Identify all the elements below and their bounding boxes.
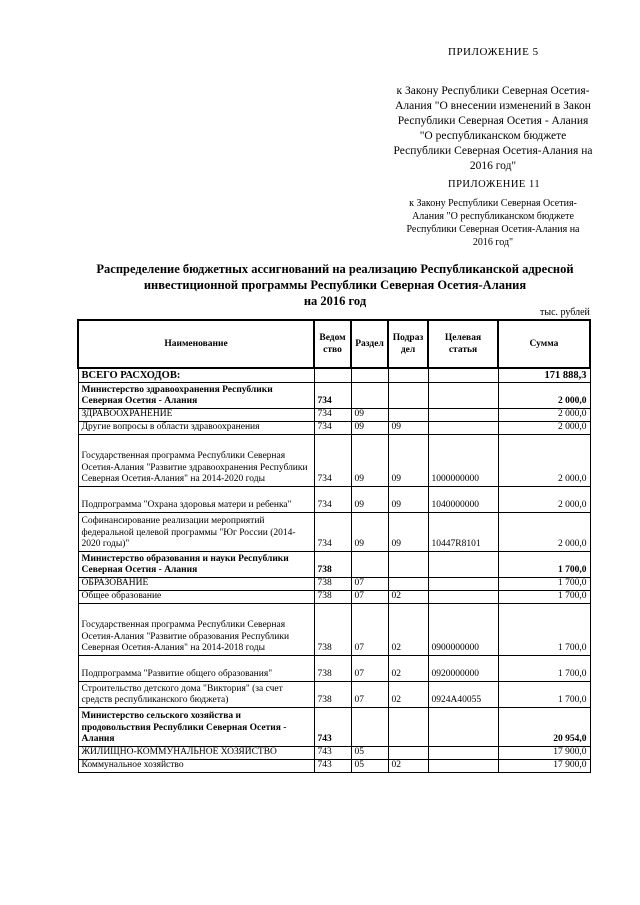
table-row (78, 486, 590, 512)
cell-section: 07 (351, 590, 388, 603)
cell-name: Министерство образования и науки Республики Северная Осетия - Алания (78, 551, 314, 577)
column-header-section: Раздел (351, 320, 388, 368)
cell-target (428, 421, 498, 434)
cell-target (428, 746, 498, 759)
document-title-line: на 2016 год (303, 294, 367, 308)
table-header-row (78, 320, 590, 368)
cell-subsection: 09 (388, 512, 428, 551)
column-header-dept: Ведом ство (314, 320, 351, 368)
cell-name: Государственная программа Республики Северная Осетия-Алания "Развитие образования Республики Северная Осетия-Алания" на 2014-2018 годы (78, 603, 314, 655)
cell-section: 07 (351, 577, 388, 590)
document-title-line: Распределение бюджетных ассигнований на реализацию Республиканской адресной (96, 262, 574, 276)
cell-dept: 734 (314, 421, 351, 434)
table-row (78, 512, 590, 551)
cell-dept: 734 (314, 486, 351, 512)
cell-target (428, 707, 498, 746)
cell-name: Подпрограмма "Охрана здоровья матери и ребенка" (78, 486, 314, 512)
law-sub-reference (393, 197, 593, 249)
cell-sum: 2 000,0 (498, 421, 590, 434)
law-sub-reference-line: 2016 год" (472, 237, 514, 248)
cell-dept: 734 (314, 408, 351, 421)
cell-section (351, 707, 388, 746)
cell-sum: 2 000,0 (498, 382, 590, 408)
cell-target (428, 759, 498, 772)
cell-section (351, 368, 388, 382)
table-row (78, 603, 590, 655)
cell-subsection: 02 (388, 655, 428, 681)
cell-name: Софинансирование реализации мероприятий федеральной целевой программы "Юг России (2014-2020 годы)" (78, 512, 314, 551)
cell-name: Государственная программа Республики Северная Осетия-Алания "Развитие здравоохранения Республики Северная Осетия-Алания" на 2014-2020 годы (78, 434, 314, 486)
table-row (78, 408, 590, 421)
budget-table-body (78, 368, 590, 772)
cell-subsection (388, 577, 428, 590)
cell-dept: 738 (314, 551, 351, 577)
cell-target: 0924А40055 (428, 681, 498, 707)
table-row (78, 759, 590, 772)
cell-name: ЗДРАВООХРАНЕНИЕ (78, 408, 314, 421)
law-reference-line: Республики Северная Осетия-Алания на (393, 145, 593, 157)
cell-sum: 2 000,0 (498, 434, 590, 486)
cell-subsection: 09 (388, 421, 428, 434)
column-header-sum: Сумма (498, 320, 590, 368)
column-header-name: Наименование (78, 320, 314, 368)
law-reference-line: "О республиканском бюджете (419, 130, 567, 142)
law-reference-line: Республики Северная Осетия - Алания (397, 115, 589, 127)
cell-name: Подпрограмма "Развитие общего образования" (78, 655, 314, 681)
table-row (78, 590, 590, 603)
table-row (78, 577, 590, 590)
law-sub-reference-line: Алания "О республиканском бюджете (412, 211, 574, 222)
cell-dept: 743 (314, 746, 351, 759)
cell-target: 1000000000 (428, 434, 498, 486)
column-header-target: Целевая статья (428, 320, 498, 368)
cell-name: Строительство детского дома "Виктория" (за счет средств республиканского бюджета) (78, 681, 314, 707)
cell-subsection (388, 746, 428, 759)
cell-name: Общее образование (78, 590, 314, 603)
cell-subsection: 09 (388, 434, 428, 486)
column-header-subsection: Подраз дел (388, 320, 428, 368)
cell-target: 1040000000 (428, 486, 498, 512)
cell-subsection (388, 707, 428, 746)
cell-name: ЖИЛИЩНО-КОММУНАЛЬНОЕ ХОЗЯЙСТВО (78, 746, 314, 759)
law-reference-line: Алания "О внесении изменений в Закон (395, 100, 591, 112)
table-row (78, 655, 590, 681)
table-row (78, 434, 590, 486)
cell-section: 09 (351, 408, 388, 421)
cell-subsection: 09 (388, 486, 428, 512)
cell-dept: 738 (314, 590, 351, 603)
cell-dept (314, 368, 351, 382)
cell-section: 07 (351, 681, 388, 707)
table-row (78, 707, 590, 746)
document-title-line: инвестиционной программы Республики Северная Осетия-Алания (143, 278, 527, 292)
cell-name: Коммунальное хозяйство (78, 759, 314, 772)
cell-sum: 17 900,0 (498, 746, 590, 759)
cell-dept: 738 (314, 577, 351, 590)
cell-sum: 1 700,0 (498, 681, 590, 707)
cell-section: 09 (351, 486, 388, 512)
cell-dept: 738 (314, 603, 351, 655)
cell-section (351, 382, 388, 408)
cell-section: 07 (351, 655, 388, 681)
cell-name: ОБРАЗОВАНИЕ (78, 577, 314, 590)
cell-subsection: 02 (388, 590, 428, 603)
cell-section: 05 (351, 759, 388, 772)
law-sub-reference-line: к Закону Республики Северная Осетия- (409, 198, 577, 209)
cell-sum: 1 700,0 (498, 655, 590, 681)
table-row (78, 551, 590, 577)
annex-sub-number: ПРИЛОЖЕНИЕ 11 (448, 179, 541, 190)
cell-subsection (388, 408, 428, 421)
cell-subsection: 02 (388, 681, 428, 707)
cell-target: 0900000000 (428, 603, 498, 655)
table-row (78, 368, 590, 382)
cell-target (428, 408, 498, 421)
cell-subsection: 02 (388, 603, 428, 655)
cell-section: 09 (351, 512, 388, 551)
cell-sum: 171 888,3 (498, 368, 590, 382)
cell-section: 09 (351, 434, 388, 486)
cell-section: 07 (351, 603, 388, 655)
cell-dept: 743 (314, 707, 351, 746)
table-row (78, 681, 590, 707)
cell-target: 10447R8101 (428, 512, 498, 551)
document-title (70, 261, 600, 309)
cell-target: 0920000000 (428, 655, 498, 681)
cell-target (428, 590, 498, 603)
cell-target (428, 382, 498, 408)
cell-dept: 734 (314, 512, 351, 551)
cell-name: Министерство сельского хозяйства и продовольствия Республики Северная Осетия - Алания (78, 707, 314, 746)
cell-section: 05 (351, 746, 388, 759)
cell-sum: 17 900,0 (498, 759, 590, 772)
cell-sum: 1 700,0 (498, 603, 590, 655)
cell-section (351, 551, 388, 577)
law-reference-line: 2016 год" (469, 160, 517, 172)
table-row (78, 746, 590, 759)
law-sub-reference-line: Республики Северная Осетия-Алания на (406, 224, 580, 235)
law-reference-line: к Закону Республики Северная Осетия- (396, 85, 590, 97)
budget-table (77, 319, 591, 773)
table-row (78, 421, 590, 434)
cell-name: Другие вопросы в области здравоохранения (78, 421, 314, 434)
cell-target (428, 551, 498, 577)
cell-sum: 1 700,0 (498, 577, 590, 590)
cell-dept: 738 (314, 655, 351, 681)
cell-subsection: 02 (388, 759, 428, 772)
law-reference (388, 84, 598, 174)
annex-number: ПРИЛОЖЕНИЕ 5 (448, 46, 539, 58)
cell-dept: 734 (314, 434, 351, 486)
cell-name: ВСЕГО РАСХОДОВ: (78, 368, 314, 382)
cell-sum: 2 000,0 (498, 486, 590, 512)
cell-sum: 20 954,0 (498, 707, 590, 746)
cell-target (428, 368, 498, 382)
cell-dept: 738 (314, 681, 351, 707)
cell-section: 09 (351, 421, 388, 434)
cell-dept: 743 (314, 759, 351, 772)
cell-target (428, 577, 498, 590)
cell-name: Министерство здравоохранения Республики Северная Осетия - Алания (78, 382, 314, 408)
cell-subsection (388, 382, 428, 408)
cell-dept: 734 (314, 382, 351, 408)
cell-sum: 2 000,0 (498, 512, 590, 551)
cell-subsection (388, 368, 428, 382)
cell-subsection (388, 551, 428, 577)
cell-sum: 1 700,0 (498, 551, 590, 577)
cell-sum: 2 000,0 (498, 408, 590, 421)
table-row (78, 382, 590, 408)
cell-sum: 1 700,0 (498, 590, 590, 603)
units-label: тыс. рублей (540, 307, 590, 318)
